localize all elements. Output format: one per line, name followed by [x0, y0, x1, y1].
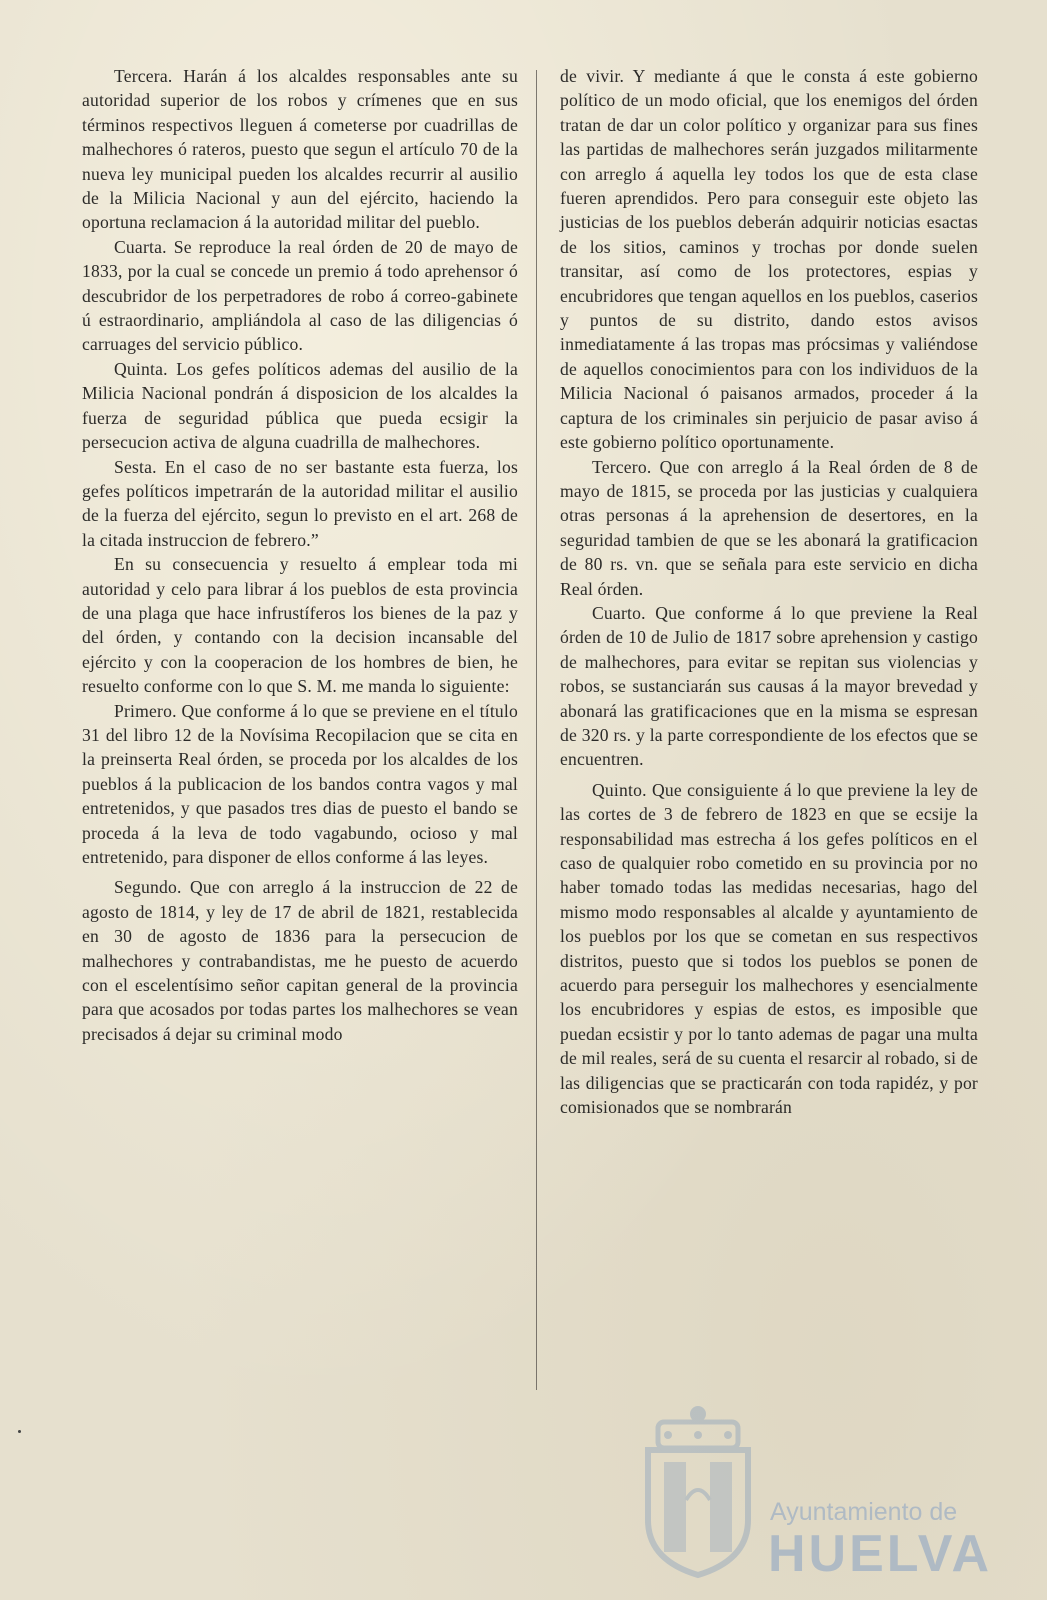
ink-speck: [18, 1430, 21, 1433]
paragraph-segundo: Segundo. Que con arreglo á la instruccion de 22 de agosto de 1814, y ley de 17 de abril de 1821, restablecida en 30 de agosto de 1836 para la persecucion de malhechores y contrabandistas, me he puesto de acuerdo con el escelentísimo señor capitan general de la provincia para que acosados por todas partes los malhechores se vean precisados á dejar su criminal modo: [82, 877, 518, 1044]
paragraph-tercera: Tercera. Harán á los alcaldes responsables ante su autoridad superior de los robos y crímenes que en sus términos respectivos lleguen á cometerse por cuadrillas de malhechores ó rateros, puesto que segun el artículo 70 de la nueva ley municipal pueden los alcaldes recurrir al ausilio de la Milicia Nacional y aun del ejército, haciendo la oportuna reclamacion á la autoridad militar del pueblo.: [82, 66, 518, 233]
crest-watermark-icon: [628, 1400, 768, 1580]
paragraph-cuarto: Cuarto. Que conforme á lo que previene la Real órden de 10 de Julio de 1817 sobre aprehension y castigo de malhechores, para evitar se repitan sus violencias y robos, se sustanciarán sus causas á la mayor brevedad y abonará las gratificaciones que en la misma se espresan de 320 rs. y la parte correspondiente de los efectos que se encuentren.: [560, 602, 978, 770]
paragraph-de-vivir: de vivir. Y mediante á que le consta á este gobierno político de un modo oficial, que los enemigos del órden tratan de dar un color político y organizar para sus fines las partidas de malhechores serán juzgados militarmente con arreglo á aquella ley todos los que de esta clase fueren aprendidos. Pero para conseguir este objeto las justicias de los pueblos deberán adquirir noticias esactas de los sitios, caminos y trochas por donde suelen transitar, así como de los protectores, espias y encubridores que tengan aquellos en los pueblos, caserios y puntos de su distrito, dando estos avisos inmediatamente á las tropas mas prócsimas y valiéndose de aquellos conocimientos para con los individuos de la Milicia Nacional ó paisanos armados, proceder á la captura de los criminales sin perjuicio de pasar aviso á este gobierno político oportunamente.: [560, 66, 978, 453]
right-column: [560, 64, 978, 1119]
paragraph-tercero: Tercero. Que con arreglo á la Real órden de 8 de mayo de 1815, se proceda por las justicias y cualquiera otras personas á la aprehension de desertores, en la seguridad tambien de que se les abonará la gratificacion de 80 rs. vn. que se señala para este servicio en dicha Real órden.: [560, 456, 978, 599]
left-column: [82, 64, 518, 1046]
paragraph-quinto: Quinto. Que consiguiente á lo que previene la ley de las cortes de 3 de febrero de 1823 en que se ecsije la responsabilidad mas estrecha á los gefes políticos en el caso de qualquier robo cometido en su provincia por no haber tomado todas las medidas necesarias, hago del mismo modo responsables al alcalde y ayuntamiento de los pueblos por los que se cometan en sus respectivos distritos, puesto que si todos los pueblos se ponen de acuerdo para perseguir los malhechores y esencialmente los encubridores y espias de estos, es imposible que puedan ecsistir y por lo tanto ademas de pagar una multa de mil reales, será de su cuenta el resarcir al robado, si de las diligencias que se practicarán con toda rapidéz, y por comisionados que se nombrarán: [560, 779, 978, 1118]
paragraph-quinta: Quinta. Los gefes políticos ademas del ausilio de la Milicia Nacional pondrán á disposicion de los alcaldes la fuerza de seguridad pública que pueda ecsigir la persecucion activa de alguna cuadrilla de malhechores.: [82, 358, 518, 453]
paragraph-consecuencia: En su consecuencia y resuelto á emplear toda mi autoridad y celo para librar á los pueblos de esta provincia de una plaga que hace infrustíferos los bienes de la paz y del órden, y contando con la decision incansable del ejército y con la cooperacion de los hombres de bien, he resuelto conforme con lo que S. M. me manda lo siguiente:: [82, 554, 518, 697]
watermark-line1: Ayuntamiento de: [770, 1498, 958, 1526]
paragraph-sesta: Sesta. En el caso de no ser bastante esta fuerza, los gefes políticos impetrarán de la autoridad militar el ausilio de la fuerza del ejército, segun lo previsto en el art. 268 de la citada instruccion de febrero.”: [82, 456, 518, 550]
column-divider: [536, 70, 537, 1390]
paragraph-primero: Primero. Que conforme á lo que se previene en el título 31 del libro 12 de la Novísima Recopilacion que se cita en la preinserta Real órden, se proceda por los alcaldes de los pueblos á la publicacion de los bandos contra vagos y mal entretenidos, y que pasados tres dias de puesto el bando se proceda á la leva de todo vagabundo, ocioso y mal entretenido, para disponer de ellos conforme á las leyes.: [82, 700, 518, 867]
paragraph-cuarta: Cuarta. Se reproduce la real órden de 20 de mayo de 1833, por la cual se concede un premio á todo aprehensor ó descubridor de los perpetradores de robo á correo-gabinete ú estraordinario, ampliándola al caso de las diligencias ó carruages del servicio público.: [82, 236, 518, 355]
watermark-line2: HUELVA: [768, 1525, 993, 1583]
